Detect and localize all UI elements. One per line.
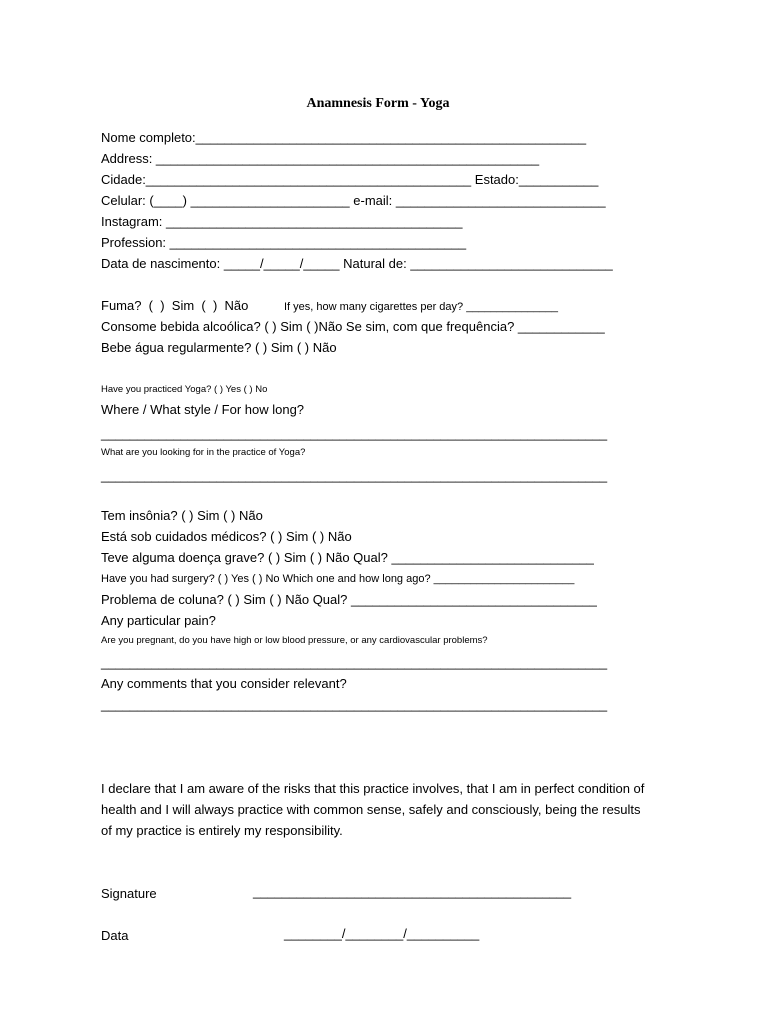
field-fuma[interactable]: Fuma? ( ) Sim ( ) Não <box>101 298 249 313</box>
field-practiced-yoga[interactable]: Have you practiced Yoga? ( ) Yes ( ) No <box>101 384 268 395</box>
field-instagram[interactable]: Instagram: _________________________________________ <box>101 214 463 229</box>
field-cuidados-medicos[interactable]: Está sob cuidados médicos? ( ) Sim ( ) Não <box>101 529 352 544</box>
question-where-style: Where / What style / For how long? <box>101 402 305 417</box>
date-label: Data <box>101 928 129 943</box>
field-address[interactable]: Address: _____________________________________________________ <box>101 151 540 166</box>
field-bebida[interactable]: Consome bebida alcoólica? ( ) Sim ( )Não Se sim, com que frequência? ____________ <box>101 319 605 334</box>
question-comments: Any comments that you consider relevant? <box>101 676 347 691</box>
field-celular-email[interactable]: Celular: (____) ______________________ e-mail: _____________________________ <box>101 193 606 208</box>
answer-line-comments[interactable]: ______________________________________________________________________ <box>101 697 608 712</box>
question-pregnant: Are you pregnant, do you have high or low blood pressure, or any cardiovascular problems? <box>101 635 488 646</box>
question-pain: Any particular pain? <box>101 613 216 628</box>
declaration-text: I declare that I am aware of the risks that this practice involves, that I am in perfect condition of health and I will always practice with common sense, safely and consciously, being the results of my practice is entirely my responsibility. <box>101 781 645 838</box>
field-coluna[interactable]: Problema de coluna? ( ) Sim ( ) Não Qual? __________________________________ <box>101 592 597 607</box>
field-doenca-grave[interactable]: Teve alguma doença grave? ( ) Sim ( ) Não Qual? ____________________________ <box>101 550 594 565</box>
field-nascimento-natural[interactable]: Data de nascimento: _____/_____/_____ Natural de: ____________________________ <box>101 256 613 271</box>
form-title: Anamnesis Form - Yoga <box>306 96 450 111</box>
field-surgery[interactable]: Have you had surgery? ( ) Yes ( ) No Which one and how long ago? _______________________ <box>101 573 575 585</box>
answer-line-health[interactable]: ______________________________________________________________________ <box>101 655 608 670</box>
field-cigarettes[interactable]: If yes, how many cigarettes per day? _______________ <box>284 301 558 313</box>
date-line[interactable]: ________/________/__________ <box>284 926 480 941</box>
answer-line-where[interactable]: ______________________________________________________________________ <box>101 426 608 441</box>
signature-label: Signature <box>101 886 157 901</box>
field-insonia[interactable]: Tem insônia? ( ) Sim ( ) Não <box>101 508 263 523</box>
field-nome-completo[interactable]: Nome completo:______________________________________________________ <box>101 130 587 145</box>
answer-line-looking[interactable]: ______________________________________________________________________ <box>101 468 608 483</box>
signature-line[interactable]: ____________________________________________ <box>253 884 572 899</box>
field-cidade-estado[interactable]: Cidade:_____________________________________________ Estado:___________ <box>101 172 599 187</box>
question-looking-for: What are you looking for in the practice of Yoga? <box>101 447 306 458</box>
field-agua[interactable]: Bebe água regularmente? ( ) Sim ( ) Não <box>101 340 337 355</box>
field-profession[interactable]: Profession: _________________________________________ <box>101 235 467 250</box>
